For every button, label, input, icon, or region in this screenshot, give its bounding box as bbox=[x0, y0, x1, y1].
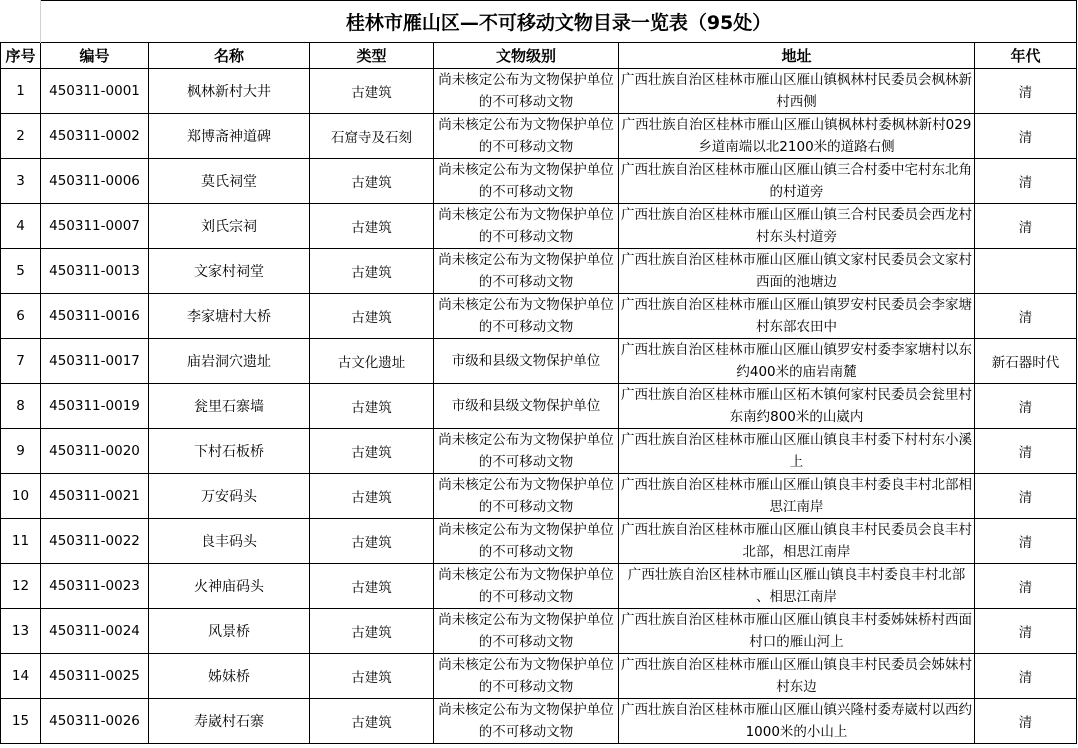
cell-name[interactable]: 风景桥 bbox=[149, 609, 310, 654]
cell-level[interactable]: 市级和县级文物保护单位 bbox=[434, 339, 619, 384]
table-row bbox=[1, 204, 1077, 249]
cell-code[interactable]: 450311-0026 bbox=[41, 699, 149, 744]
cell-level[interactable]: 尚未核定公布为文物保护单位的不可移动文物 bbox=[434, 249, 619, 294]
cell-address[interactable]: 广西壮族自治区桂林市雁山区雁山镇良丰村委下村村东小溪上 bbox=[619, 429, 975, 474]
cell-address[interactable]: 广西壮族自治区桂林市雁山区雁山镇三合村委中宅村东北角的村道旁 bbox=[619, 159, 975, 204]
cell-seq[interactable]: 15 bbox=[1, 699, 41, 744]
cell-address[interactable]: 广西壮族自治区桂林市雁山区雁山镇良丰村民委员会良丰村北部，相思江南岸 bbox=[619, 519, 975, 564]
cell-level[interactable]: 尚未核定公布为文物保护单位的不可移动文物 bbox=[434, 294, 619, 339]
cell-era[interactable]: 清 bbox=[975, 69, 1077, 114]
sheet-title: 桂林市雁山区—不可移动文物目录一览表（95处） bbox=[41, 1, 1077, 43]
cell-seq[interactable]: 11 bbox=[1, 519, 41, 564]
cell-code[interactable]: 450311-0023 bbox=[41, 564, 149, 609]
cell-address[interactable]: 广西壮族自治区桂林市雁山区雁山镇罗安村民委员会李家塘村东部农田中 bbox=[619, 294, 975, 339]
cell-address[interactable]: 广西壮族自治区桂林市雁山区雁山镇枫林村民委员会枫林新村西侧 bbox=[619, 69, 975, 114]
table-row bbox=[1, 699, 1077, 744]
cell-era[interactable]: 清 bbox=[975, 294, 1077, 339]
cell-type[interactable]: 古建筑 bbox=[310, 474, 434, 519]
cell-address[interactable]: 广西壮族自治区桂林市雁山区雁山镇良丰村委姊妹桥村西面村口的雁山河上 bbox=[619, 609, 975, 654]
cell-level[interactable]: 尚未核定公布为文物保护单位的不可移动文物 bbox=[434, 699, 619, 744]
cell-name[interactable]: 姊妹桥 bbox=[149, 654, 310, 699]
cell-era[interactable]: 清 bbox=[975, 384, 1077, 429]
cell-name[interactable]: 莫氏祠堂 bbox=[149, 159, 310, 204]
cell-level[interactable]: 市级和县级文物保护单位 bbox=[434, 384, 619, 429]
table-row bbox=[1, 69, 1077, 114]
title-row bbox=[1, 1, 1077, 43]
cell-type[interactable]: 古建筑 bbox=[310, 429, 434, 474]
cell-level[interactable]: 尚未核定公布为文物保护单位的不可移动文物 bbox=[434, 474, 619, 519]
cell-address[interactable]: 广西壮族自治区桂林市雁山区雁山镇文家村民委员会文家村西面的池塘边 bbox=[619, 249, 975, 294]
cell-seq[interactable]: 5 bbox=[1, 249, 41, 294]
table-row bbox=[1, 429, 1077, 474]
cell-era[interactable]: 清 bbox=[975, 204, 1077, 249]
cell-type[interactable]: 古建筑 bbox=[310, 204, 434, 249]
cell-era[interactable]: 清 bbox=[975, 609, 1077, 654]
cell-name[interactable]: 良丰码头 bbox=[149, 519, 310, 564]
cell-type[interactable]: 古建筑 bbox=[310, 384, 434, 429]
cell-seq[interactable]: 9 bbox=[1, 429, 41, 474]
cell-name[interactable]: 枫林新村大井 bbox=[149, 69, 310, 114]
cell-seq[interactable]: 14 bbox=[1, 654, 41, 699]
table-row bbox=[1, 519, 1077, 564]
cell-seq[interactable]: 6 bbox=[1, 294, 41, 339]
cell-type[interactable]: 古文化遗址 bbox=[310, 339, 434, 384]
cell-address[interactable]: 广西壮族自治区桂林市雁山区雁山镇兴隆村委寿崴村以西约1000米的小山上 bbox=[619, 699, 975, 744]
header-era[interactable]: 年代 bbox=[975, 43, 1077, 69]
cell-code[interactable]: 450311-0016 bbox=[41, 294, 149, 339]
table-row bbox=[1, 609, 1077, 654]
cell-type[interactable]: 古建筑 bbox=[310, 294, 434, 339]
cell-level[interactable]: 尚未核定公布为文物保护单位的不可移动文物 bbox=[434, 69, 619, 114]
cell-type[interactable]: 古建筑 bbox=[310, 519, 434, 564]
cell-name[interactable]: 万安码头 bbox=[149, 474, 310, 519]
cell-address[interactable]: 广西壮族自治区桂林市雁山区雁山镇三合村民委员会西龙村村东头村道旁 bbox=[619, 204, 975, 249]
cell-code[interactable]: 450311-0001 bbox=[41, 69, 149, 114]
cell-era[interactable]: 清 bbox=[975, 114, 1077, 159]
cell-code[interactable]: 450311-0025 bbox=[41, 654, 149, 699]
cell-seq[interactable]: 7 bbox=[1, 339, 41, 384]
cell-code[interactable]: 450311-0006 bbox=[41, 159, 149, 204]
header-level[interactable]: 文物级别 bbox=[434, 43, 619, 69]
cell-address[interactable]: 广西壮族自治区桂林市雁山区雁山镇良丰村民委员会姊妹村村东边 bbox=[619, 654, 975, 699]
cell-address[interactable]: 广西壮族自治区桂林市雁山区雁山镇良丰村委良丰村北部相思江南岸 bbox=[619, 474, 975, 519]
table-row bbox=[1, 249, 1077, 294]
cell-level[interactable]: 尚未核定公布为文物保护单位的不可移动文物 bbox=[434, 114, 619, 159]
cell-seq[interactable]: 3 bbox=[1, 159, 41, 204]
cell-address[interactable]: 广西壮族自治区桂林市雁山区柘木镇何家村民委员会瓮里村东南约800米的山崴内 bbox=[619, 384, 975, 429]
table-row bbox=[1, 114, 1077, 159]
cell-code[interactable]: 450311-0020 bbox=[41, 429, 149, 474]
cell-code[interactable]: 450311-0013 bbox=[41, 249, 149, 294]
cell-era[interactable]: 清 bbox=[975, 429, 1077, 474]
table-row bbox=[1, 384, 1077, 429]
cell-era[interactable]: 清 bbox=[975, 474, 1077, 519]
cell-era[interactable]: 新石器时代 bbox=[975, 339, 1077, 384]
cell-type[interactable]: 古建筑 bbox=[310, 654, 434, 699]
cell-name[interactable]: 郑博斋神道碑 bbox=[149, 114, 310, 159]
cell-type[interactable]: 古建筑 bbox=[310, 564, 434, 609]
cell-code[interactable]: 450311-0021 bbox=[41, 474, 149, 519]
table-row bbox=[1, 294, 1077, 339]
cell-era[interactable]: 清 bbox=[975, 699, 1077, 744]
header-address[interactable]: 地址 bbox=[619, 43, 975, 69]
cell-seq[interactable]: 8 bbox=[1, 384, 41, 429]
cell-name[interactable]: 寿崴村石寨 bbox=[149, 699, 310, 744]
cell-seq[interactable]: 12 bbox=[1, 564, 41, 609]
cell-seq[interactable]: 2 bbox=[1, 114, 41, 159]
header-seq[interactable]: 序号 bbox=[1, 43, 41, 69]
cell-code[interactable]: 450311-0002 bbox=[41, 114, 149, 159]
cell-address[interactable]: 广西壮族自治区桂林市雁山区雁山镇良丰村委良丰村北部 、相思江南岸 bbox=[619, 564, 975, 609]
table-row bbox=[1, 474, 1077, 519]
cell-level[interactable]: 尚未核定公布为文物保护单位的不可移动文物 bbox=[434, 519, 619, 564]
cell-code[interactable]: 450311-0024 bbox=[41, 609, 149, 654]
header-row bbox=[1, 43, 1077, 69]
cell-level[interactable]: 尚未核定公布为文物保护单位的不可移动文物 bbox=[434, 159, 619, 204]
cell-seq[interactable]: 1 bbox=[1, 69, 41, 114]
cell-address[interactable]: 广西壮族自治区桂林市雁山区雁山镇罗安村委李家塘村以东约400米的庙岩南麓 bbox=[619, 339, 975, 384]
cell-name[interactable]: 下村石板桥 bbox=[149, 429, 310, 474]
cell-name[interactable]: 李家塘村大桥 bbox=[149, 294, 310, 339]
cell-seq[interactable]: 13 bbox=[1, 609, 41, 654]
cell-name[interactable]: 火神庙码头 bbox=[149, 564, 310, 609]
table-row bbox=[1, 564, 1077, 609]
cell-level[interactable]: 尚未核定公布为文物保护单位的不可移动文物 bbox=[434, 609, 619, 654]
cell-seq[interactable]: 4 bbox=[1, 204, 41, 249]
header-name[interactable]: 名称 bbox=[149, 43, 310, 69]
cell-name[interactable]: 瓮里石寨墙 bbox=[149, 384, 310, 429]
cell-seq[interactable]: 10 bbox=[1, 474, 41, 519]
header-type[interactable]: 类型 bbox=[310, 43, 434, 69]
cell-level[interactable]: 尚未核定公布为文物保护单位的不可移动文物 bbox=[434, 204, 619, 249]
cell-name[interactable]: 庙岩洞穴遗址 bbox=[149, 339, 310, 384]
cell-era[interactable] bbox=[975, 249, 1077, 294]
table-row bbox=[1, 159, 1077, 204]
header-code[interactable]: 编号 bbox=[41, 43, 149, 69]
cell-code[interactable]: 450311-0007 bbox=[41, 204, 149, 249]
cell-address[interactable]: 广西壮族自治区桂林市雁山区雁山镇枫林村委枫林新村029乡道南端以北2100米的道路右侧 bbox=[619, 114, 975, 159]
cell-type[interactable]: 古建筑 bbox=[310, 159, 434, 204]
cell-era[interactable]: 清 bbox=[975, 519, 1077, 564]
cell-code[interactable]: 450311-0022 bbox=[41, 519, 149, 564]
table-row bbox=[1, 654, 1077, 699]
cell-level[interactable]: 尚未核定公布为文物保护单位的不可移动文物 bbox=[434, 564, 619, 609]
table-row bbox=[1, 339, 1077, 384]
cell-era[interactable]: 清 bbox=[975, 564, 1077, 609]
title-blank-cell[interactable] bbox=[1, 1, 41, 43]
cell-type[interactable]: 石窟寺及石刻 bbox=[310, 114, 434, 159]
cell-era[interactable]: 清 bbox=[975, 654, 1077, 699]
cell-level[interactable]: 尚未核定公布为文物保护单位的不可移动文物 bbox=[434, 429, 619, 474]
cell-era[interactable]: 清 bbox=[975, 159, 1077, 204]
cell-name[interactable]: 刘氏宗祠 bbox=[149, 204, 310, 249]
cell-type[interactable]: 古建筑 bbox=[310, 699, 434, 744]
cell-level[interactable]: 尚未核定公布为文物保护单位的不可移动文物 bbox=[434, 654, 619, 699]
cell-name[interactable]: 文家村祠堂 bbox=[149, 249, 310, 294]
cell-type[interactable]: 古建筑 bbox=[310, 69, 434, 114]
cell-code[interactable]: 450311-0019 bbox=[41, 384, 149, 429]
cell-type[interactable]: 古建筑 bbox=[310, 609, 434, 654]
cell-code[interactable]: 450311-0017 bbox=[41, 339, 149, 384]
cell-type[interactable]: 古建筑 bbox=[310, 249, 434, 294]
